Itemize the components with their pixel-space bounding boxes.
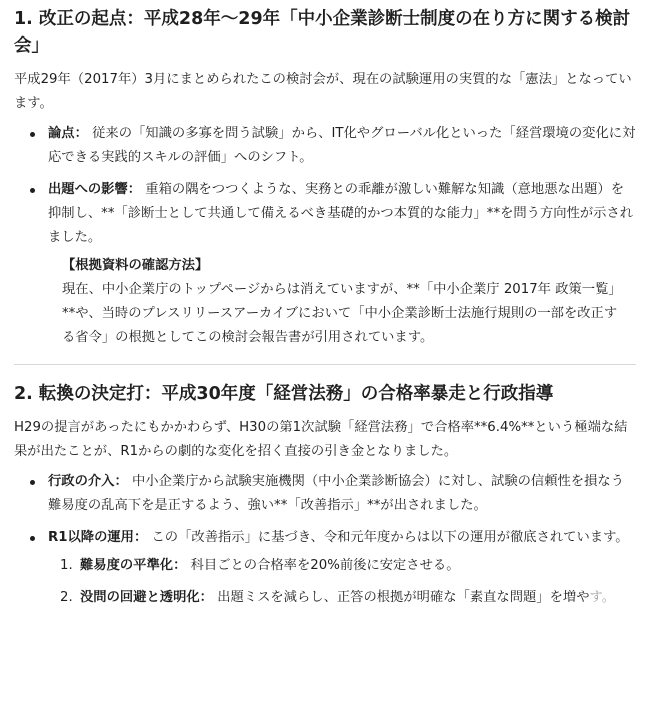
operations-list — [26, 554, 636, 610]
step-text-faded: す。 — [589, 590, 616, 605]
list-item — [26, 178, 636, 350]
section-2-list — [14, 470, 636, 610]
section-2-heading: 2. 転換の決定打：平成30年度「経営法務」の合格率暴走と行政指導 — [14, 384, 554, 404]
bullet-text: この「改善指示」に基づき、令和元年度からは以下の運用が徹底されています。 — [147, 530, 629, 545]
note-title: 【根拠資料の確認方法】 — [62, 258, 209, 273]
bullet-term: 論点： — [48, 126, 88, 141]
list-item — [26, 526, 636, 610]
item-number: 2. — [60, 590, 73, 605]
section-1-list — [14, 122, 636, 350]
step-text: 出題ミスを減らし、正答の根拠が明確な「素直な問題」を増や — [212, 590, 590, 605]
step-term: 没問の回避と透明化： — [80, 590, 213, 605]
list-item — [26, 122, 636, 170]
bullet-term: 出題への影響： — [48, 182, 142, 197]
bullet-text: 従来の「知識の多寡を問う試験」から、IT化やグローバル化といった「経営環境の変化に対応できる実践的スキルの評価」へのシフト。 — [48, 126, 636, 165]
bullet-term: R1以降の運用： — [48, 530, 148, 545]
section-divider — [14, 364, 636, 365]
step-text: 科目ごとの合格率を20%前後に安定させる。 — [186, 558, 460, 573]
section-2-intro: H29の提言があったにもかかわらず、H30の第1次試験「経営法務」で合格率**6.4%**という極端な結果が出たことが、R1からの劇的な変化を招く直接の引き金となりました。 — [14, 420, 628, 459]
section-1-heading: 1. 改正の起点：平成28年～29年「中小企業診断士制度の在り方に関する検討会」 — [14, 9, 631, 56]
item-number: 1. — [60, 558, 73, 573]
note-text: 現在、中小企業庁のトップページからは消えていますが、**「中小企業庁 2017年 政策一覧」**や、当時のプレスリリースアーカイブにおいて「中小企業診断士法施行規則の一部を改正する省令」の根拠としてこの検討会報告書が引用されています。 — [62, 282, 622, 345]
list-item — [26, 470, 636, 518]
section-1-intro: 平成29年（2017年）3月にまとめられたこの検討会が、現在の試験運用の実質的な「憲法」となっています。 — [14, 72, 632, 111]
bullet-text: 中小企業庁から試験実施機関（中小企業診断協会）に対し、試験の信頼性を損なう難易度の乱高下を是正するよう、強い**「改善指示」**が出されました。 — [48, 474, 624, 513]
evidence-note — [26, 254, 622, 350]
numbered-item — [50, 554, 636, 578]
bullet-term: 行政の介入： — [48, 474, 128, 489]
bullet-text: 重箱の隅をつつくような、実務との乖離が激しい難解な知識（意地悪な出題）を抑制し、**「診断士として共通して備えるべき基礎的かつ本質的な能力」**を問う方向性が示されました。 — [48, 182, 634, 245]
step-term: 難易度の平準化： — [80, 558, 187, 573]
numbered-item — [50, 586, 636, 610]
